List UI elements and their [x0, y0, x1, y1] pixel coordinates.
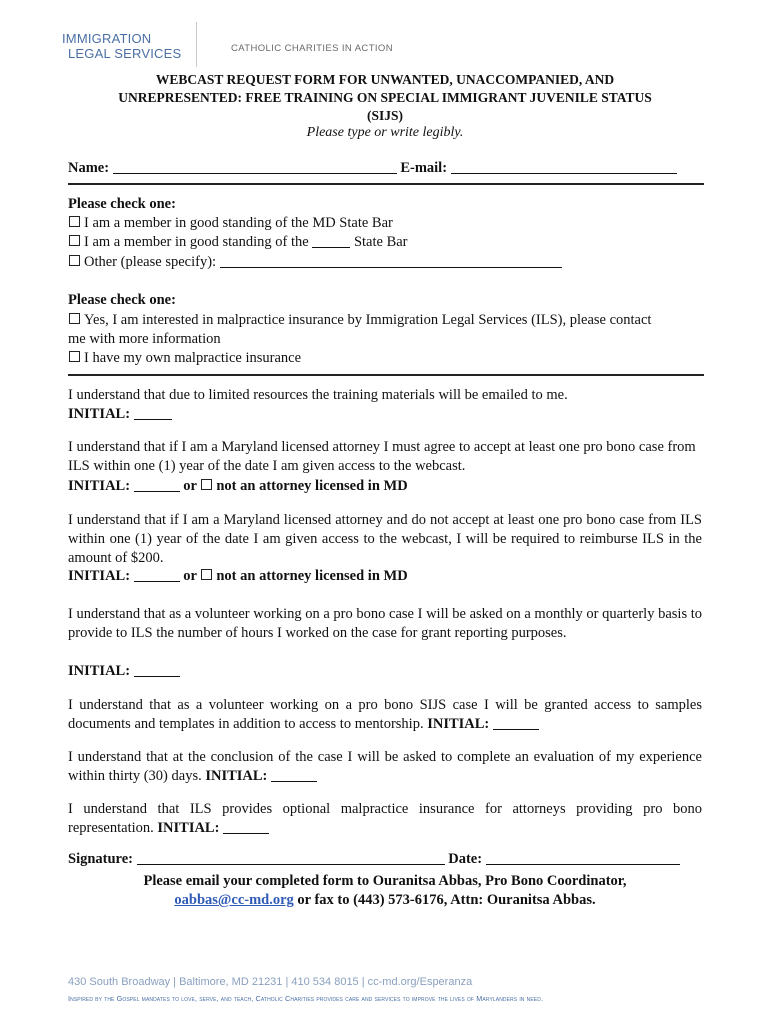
statement-3 — [68, 511, 702, 568]
md-bar-checkbox[interactable] — [69, 216, 80, 227]
option-label: I have my own malpractice insurance — [84, 350, 302, 366]
initial-field[interactable] — [134, 406, 172, 420]
initial-field[interactable] — [271, 768, 317, 782]
statement-text: I understand that as a volunteer working on a pro bono case I will be asked on a monthly or quarterly basis to provide to ILS the number of hours I worked on the case for grant reporting purposes. — [68, 606, 702, 641]
section-divider — [68, 374, 704, 376]
date-label: Date: — [448, 851, 483, 867]
email-label: E-mail: — [400, 160, 448, 176]
option-malpractice-yes-cont: me with more information — [68, 331, 221, 347]
title-line-3: (SIJS) — [366, 108, 403, 123]
statement-text: I understand that if I am a Maryland licensed attorney I must agree to accept at least one pro bono case from ILS within one (1) year of the date I am given access to the webcast. — [68, 439, 696, 474]
form-instruction: Please type or write legibly. — [306, 125, 464, 140]
or-label: or — [183, 568, 197, 584]
initial-field[interactable] — [134, 568, 180, 582]
initial-4 — [68, 662, 180, 681]
option-malpractice-yes — [68, 311, 651, 330]
signature-row — [68, 851, 708, 868]
statement-text: I understand that if I am a Maryland licensed attorney and do not accept at least one pro bono case from ILS within one (1) year of the date I am given access to the webcast, I will be required to reimburse ILS in the amount of $200. — [68, 512, 702, 566]
option-own-malpractice — [68, 349, 301, 368]
initial-label: INITIAL: — [205, 768, 268, 784]
statement-text: I understand that at the conclusion of the case I will be asked to complete an evaluation of my experience within thirty (30) days. — [68, 749, 702, 784]
initial-field[interactable] — [134, 663, 180, 677]
state-field[interactable] — [312, 234, 350, 248]
other-state-bar-checkbox[interactable] — [69, 235, 80, 246]
initial-label: INITIAL: — [68, 406, 131, 422]
statement-4 — [68, 605, 702, 643]
not-attorney-label: not an attorney licensed in MD — [216, 568, 408, 584]
email-field[interactable] — [451, 160, 677, 174]
statement-text: I understand that as a volunteer working on a pro bono SIJS case I will be granted access to samples documents and templates in addition to access to mentorship. — [68, 697, 702, 732]
email-link[interactable]: oabbas@cc-md.org — [174, 892, 294, 908]
signature-field[interactable] — [137, 851, 445, 865]
initial-field[interactable] — [493, 716, 539, 730]
section-divider — [68, 183, 704, 185]
not-attorney-checkbox[interactable] — [201, 569, 212, 580]
malpractice-yes-checkbox[interactable] — [69, 313, 80, 324]
option-md-bar — [68, 214, 393, 233]
name-label: Name: — [68, 160, 110, 176]
statement-6 — [68, 748, 702, 786]
not-attorney-label: not an attorney licensed in MD — [216, 478, 408, 494]
other-checkbox[interactable] — [69, 255, 80, 266]
title-line-2: UNREPRESENTED: FREE TRAINING ON SPECIAL IMMIGRANT JUVENILE STATUS — [118, 90, 652, 105]
closing-instructions — [40, 872, 730, 910]
letterhead — [0, 0, 770, 70]
fax-text: or fax to (443) 573-6176, Attn: Ouranitsa Abbas. — [297, 892, 596, 908]
logo-line-1: IMMIGRATION — [62, 31, 152, 46]
footer-mission: Inspired by the Gospel mandates to love, serve, and teach, Catholic Charities provides care and services to improve the lives of Marylanders in need. — [68, 994, 544, 1003]
initial-1 — [68, 405, 172, 424]
statement-1: I understand that due to limited resources the training materials will be emailed to me. — [68, 387, 568, 403]
initial-3 — [68, 567, 408, 586]
initial-label: INITIAL: — [157, 820, 220, 836]
catholic-charities-logo: CATHOLIC CHARITIES IN ACTION — [231, 43, 393, 54]
initial-label: INITIAL: — [68, 663, 131, 679]
name-field[interactable] — [113, 160, 397, 174]
option-other-state-bar — [68, 233, 408, 252]
not-attorney-checkbox[interactable] — [201, 479, 212, 490]
statement-5 — [68, 696, 702, 734]
option-label-suffix: State Bar — [353, 234, 408, 250]
section2-heading: Please check one: — [68, 292, 176, 308]
other-specify-field[interactable] — [220, 254, 562, 268]
own-malpractice-checkbox[interactable] — [69, 351, 80, 362]
initial-field[interactable] — [223, 820, 269, 834]
logo-line-2: LEGAL SERVICES — [68, 46, 182, 61]
or-label: or — [183, 478, 197, 494]
section1-heading: Please check one: — [68, 196, 176, 212]
header-divider — [196, 22, 197, 67]
initial-label: INITIAL: — [427, 716, 490, 732]
name-email-row — [68, 159, 677, 178]
option-other — [68, 253, 562, 272]
initial-label: INITIAL: — [68, 478, 131, 494]
form-title — [40, 71, 730, 125]
statement-text: I understand that ILS provides optional malpractice insurance for attorneys providing pro bono representation. — [68, 801, 702, 836]
option-label: I am a member in good standing of the — [84, 234, 309, 250]
closing-line-2 — [40, 891, 730, 910]
statement-7 — [68, 800, 702, 838]
option-label: I am a member in good standing of the MD State Bar — [84, 215, 393, 231]
closing-line-1: Please email your completed form to Ouranitsa Abbas, Pro Bono Coordinator, — [143, 873, 627, 889]
date-field[interactable] — [486, 851, 680, 865]
ils-logo — [62, 31, 181, 61]
title-line-1: WEBCAST REQUEST FORM FOR UNWANTED, UNACCOMPANIED, AND — [155, 72, 615, 87]
footer-address: 430 South Broadway | Baltimore, MD 21231 | 410 534 8015 | cc-md.org/Esperanza — [68, 976, 473, 988]
option-label: Yes, I am interested in malpractice insurance by Immigration Legal Services (ILS), please contact — [84, 312, 652, 328]
initial-field[interactable] — [134, 478, 180, 492]
option-label: Other (please specify): — [84, 254, 217, 270]
signature-label: Signature: — [68, 851, 133, 867]
initial-2 — [68, 477, 408, 496]
statement-2 — [68, 438, 704, 476]
initial-label: INITIAL: — [68, 568, 131, 584]
